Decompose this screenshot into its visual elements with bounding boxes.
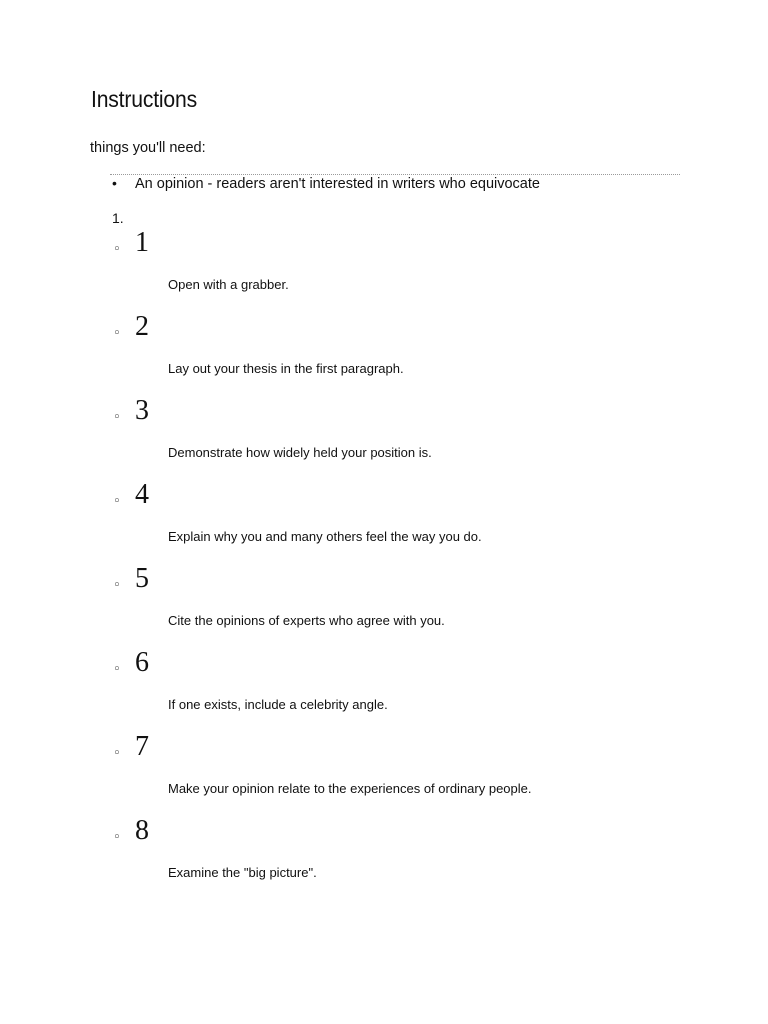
step-number: 7	[135, 731, 149, 762]
things-needed-item-text: An opinion - readers aren't interested in writers who equivocate	[135, 176, 540, 192]
step-item	[0, 733, 768, 817]
step-text: Lay out your thesis in the first paragraph.	[168, 361, 404, 376]
step-item	[0, 313, 768, 397]
step-text: Make your opinion relate to the experiences of ordinary people.	[168, 781, 532, 796]
step-number: 8	[135, 815, 149, 846]
things-needed-label: things you'll need:	[90, 140, 206, 156]
step-number: 6	[135, 647, 149, 678]
step-number: 1	[135, 227, 149, 258]
step-text: If one exists, include a celebrity angle.	[168, 697, 388, 712]
step-number: 3	[135, 395, 149, 426]
circle-bullet-icon: ◦	[113, 662, 121, 677]
circle-bullet-icon: ◦	[113, 578, 121, 593]
step-item	[0, 481, 768, 565]
step-number: 5	[135, 563, 149, 594]
circle-bullet-icon: ◦	[113, 746, 121, 761]
step-text: Examine the "big picture".	[168, 865, 317, 880]
step-text: Demonstrate how widely held your position is.	[168, 445, 432, 460]
bullet-icon: •	[112, 175, 117, 191]
circle-bullet-icon: ◦	[113, 326, 121, 341]
circle-bullet-icon: ◦	[113, 494, 121, 509]
step-text: Cite the opinions of experts who agree with you.	[168, 613, 445, 628]
outer-list-number: 1.	[112, 210, 124, 226]
step-item	[0, 397, 768, 481]
step-number: 2	[135, 311, 149, 342]
page-title: Instructions	[91, 86, 198, 112]
step-text: Open with a grabber.	[168, 277, 289, 292]
step-text: Explain why you and many others feel the way you do.	[168, 529, 482, 544]
step-number: 4	[135, 479, 149, 510]
circle-bullet-icon: ◦	[113, 830, 121, 845]
circle-bullet-icon: ◦	[113, 242, 121, 257]
step-item	[0, 649, 768, 733]
circle-bullet-icon: ◦	[113, 410, 121, 425]
step-item	[0, 229, 768, 313]
step-item	[0, 817, 768, 901]
step-item	[0, 565, 768, 649]
